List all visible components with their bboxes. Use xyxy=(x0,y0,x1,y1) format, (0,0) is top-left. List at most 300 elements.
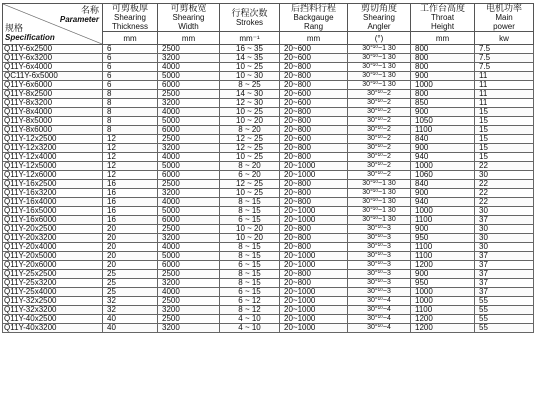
unit-strokes: mm⁻¹ xyxy=(220,32,280,45)
cell-power: 11 xyxy=(475,81,534,90)
table-row xyxy=(3,225,534,234)
cell-angle: 30°¹⁰~3 xyxy=(348,279,411,288)
cell-power: 37 xyxy=(475,279,534,288)
cell-thickness: 12 xyxy=(103,144,158,153)
cell-width: 2500 xyxy=(158,180,220,189)
cell-thickness: 6 xyxy=(103,45,158,54)
cell-thickness: 6 xyxy=(103,81,158,90)
cell-strokes: 4 ~ 10 xyxy=(220,315,280,324)
cell-power: 55 xyxy=(475,297,534,306)
cell-strokes: 10 ~ 25 xyxy=(220,63,280,72)
cell-angle: 30°¹⁰~2 xyxy=(348,126,411,135)
cell-width: 2500 xyxy=(158,297,220,306)
cell-model: Q11Y-8x4000 xyxy=(3,108,103,117)
table-row xyxy=(3,243,534,252)
unit-throat-height: mm xyxy=(411,32,475,45)
cell-backgauge: 20~1000 xyxy=(280,162,348,171)
cell-strokes: 8 ~ 15 xyxy=(220,279,280,288)
cell-throat-height: 840 xyxy=(411,180,475,189)
cell-model: Q11Y-8x2500 xyxy=(3,90,103,99)
table-row xyxy=(3,180,534,189)
header-corner-cell xyxy=(3,4,103,45)
cell-throat-height: 1000 xyxy=(411,207,475,216)
cell-backgauge: 20~800 xyxy=(280,270,348,279)
cell-thickness: 16 xyxy=(103,180,158,189)
cell-angle: 30°¹⁰~3 xyxy=(348,261,411,270)
header-shearing-width: 可剪板宽 Shearing Width xyxy=(158,4,220,32)
cell-thickness: 16 xyxy=(103,207,158,216)
cell-backgauge: 20~1000 xyxy=(280,315,348,324)
cell-power: 22 xyxy=(475,189,534,198)
cell-strokes: 12 ~ 25 xyxy=(220,135,280,144)
cell-strokes: 8 ~ 15 xyxy=(220,207,280,216)
cell-throat-height: 900 xyxy=(411,225,475,234)
cell-throat-height: 950 xyxy=(411,279,475,288)
cell-model: Q11Y-12x3200 xyxy=(3,144,103,153)
cell-backgauge: 20~800 xyxy=(280,243,348,252)
cell-thickness: 20 xyxy=(103,261,158,270)
cell-model: Q11Y-20x6000 xyxy=(3,261,103,270)
cell-backgauge: 20~1000 xyxy=(280,207,348,216)
table-row xyxy=(3,54,534,63)
cell-power: 37 xyxy=(475,288,534,297)
cell-angle: 30°¹⁰~1 30 xyxy=(348,72,411,81)
cell-strokes: 10 ~ 25 xyxy=(220,153,280,162)
cell-throat-height: 950 xyxy=(411,234,475,243)
cell-width: 3200 xyxy=(158,324,220,333)
table-row xyxy=(3,45,534,54)
cell-throat-height: 940 xyxy=(411,153,475,162)
cell-throat-height: 800 xyxy=(411,54,475,63)
cell-model: Q11Y-12x4000 xyxy=(3,153,103,162)
cell-throat-height: 900 xyxy=(411,72,475,81)
unit-main-power: kw xyxy=(475,32,534,45)
header-main-power: 电机功率 Main power xyxy=(475,4,534,32)
cell-angle: 30°¹⁰~2 xyxy=(348,135,411,144)
cell-strokes: 12 ~ 25 xyxy=(220,180,280,189)
cell-power: 22 xyxy=(475,162,534,171)
header-backgauge-rang: 后挡料行程 Backgauge Rang xyxy=(280,4,348,32)
cell-angle: 30°¹⁰~1 30 xyxy=(348,54,411,63)
cell-width: 5000 xyxy=(158,72,220,81)
cell-backgauge: 20~600 xyxy=(280,45,348,54)
cell-strokes: 6 ~ 15 xyxy=(220,288,280,297)
cell-power: 55 xyxy=(475,306,534,315)
cell-throat-height: 900 xyxy=(411,108,475,117)
cell-power: 15 xyxy=(475,126,534,135)
cell-power: 55 xyxy=(475,324,534,333)
cell-throat-height: 1000 xyxy=(411,288,475,297)
cell-width: 4000 xyxy=(158,153,220,162)
corner-specification xyxy=(5,24,55,42)
table-row xyxy=(3,144,534,153)
cell-thickness: 20 xyxy=(103,252,158,261)
cell-thickness: 25 xyxy=(103,279,158,288)
cell-strokes: 6 ~ 15 xyxy=(220,216,280,225)
cell-strokes: 10 ~ 30 xyxy=(220,72,280,81)
cell-width: 3200 xyxy=(158,54,220,63)
cell-width: 5000 xyxy=(158,207,220,216)
cell-power: 11 xyxy=(475,72,534,81)
cell-power: 30 xyxy=(475,243,534,252)
cell-thickness: 8 xyxy=(103,117,158,126)
cell-power: 15 xyxy=(475,135,534,144)
cell-width: 2500 xyxy=(158,45,220,54)
cell-thickness: 8 xyxy=(103,126,158,135)
cell-angle: 30°¹⁰~2 xyxy=(348,153,411,162)
cell-throat-height: 800 xyxy=(411,63,475,72)
cell-width: 3200 xyxy=(158,234,220,243)
cell-thickness: 25 xyxy=(103,270,158,279)
cell-width: 6000 xyxy=(158,216,220,225)
cell-strokes: 14 ~ 30 xyxy=(220,90,280,99)
cell-angle: 30°¹⁰~1 30 xyxy=(348,180,411,189)
cell-width: 4000 xyxy=(158,243,220,252)
table-row xyxy=(3,207,534,216)
cell-width: 6000 xyxy=(158,171,220,180)
cell-model: Q11Y-20x4000 xyxy=(3,243,103,252)
table-row xyxy=(3,189,534,198)
cell-power: 11 xyxy=(475,90,534,99)
cell-model: Q11Y-25x3200 xyxy=(3,279,103,288)
cell-power: 37 xyxy=(475,270,534,279)
cell-thickness: 32 xyxy=(103,297,158,306)
cell-thickness: 40 xyxy=(103,324,158,333)
cell-backgauge: 20~800 xyxy=(280,153,348,162)
unit-backgauge-rang: mm xyxy=(280,32,348,45)
cell-backgauge: 20~800 xyxy=(280,108,348,117)
cell-angle: 30°¹⁰~2 xyxy=(348,162,411,171)
cell-width: 5000 xyxy=(158,162,220,171)
cell-strokes: 10 ~ 20 xyxy=(220,225,280,234)
cell-power: 55 xyxy=(475,315,534,324)
corner-specification-en: Specification xyxy=(5,33,55,42)
cell-thickness: 16 xyxy=(103,198,158,207)
cell-strokes: 8 ~ 15 xyxy=(220,198,280,207)
corner-parameter-cn: 名称 xyxy=(80,5,99,15)
cell-backgauge: 20~1000 xyxy=(280,261,348,270)
cell-angle: 30°¹⁰~2 xyxy=(348,144,411,153)
cell-angle: 30°¹⁰~2 xyxy=(348,99,411,108)
cell-model: Q11Y-12x5000 xyxy=(3,162,103,171)
table-row xyxy=(3,324,534,333)
cell-backgauge: 20~1000 xyxy=(280,324,348,333)
cell-backgauge: 20~800 xyxy=(280,225,348,234)
cell-strokes: 14 ~ 35 xyxy=(220,54,280,63)
cell-model: Q11Y-8x3200 xyxy=(3,99,103,108)
cell-backgauge: 20~600 xyxy=(280,90,348,99)
cell-angle: 30°¹⁰~3 xyxy=(348,234,411,243)
cell-throat-height: 900 xyxy=(411,189,475,198)
cell-model: QC11Y-6x5000 xyxy=(3,72,103,81)
cell-thickness: 6 xyxy=(103,63,158,72)
table-row xyxy=(3,261,534,270)
cell-angle: 30°¹⁰~4 xyxy=(348,324,411,333)
cell-strokes: 8 ~ 15 xyxy=(220,270,280,279)
cell-power: 15 xyxy=(475,117,534,126)
cell-angle: 30°¹⁰~4 xyxy=(348,297,411,306)
table-row xyxy=(3,297,534,306)
cell-throat-height: 840 xyxy=(411,135,475,144)
cell-power: 7.5 xyxy=(475,63,534,72)
cell-model: Q11Y-32x2500 xyxy=(3,297,103,306)
cell-power: 15 xyxy=(475,153,534,162)
cell-strokes: 4 ~ 10 xyxy=(220,324,280,333)
cell-thickness: 16 xyxy=(103,189,158,198)
header-throat-height: 工作台高度 Throat Height xyxy=(411,4,475,32)
table-row xyxy=(3,306,534,315)
cell-model: Q11Y-25x2500 xyxy=(3,270,103,279)
cell-power: 15 xyxy=(475,144,534,153)
cell-thickness: 20 xyxy=(103,225,158,234)
cell-strokes: 12 ~ 25 xyxy=(220,144,280,153)
cell-power: 37 xyxy=(475,216,534,225)
cell-width: 3200 xyxy=(158,99,220,108)
cell-throat-height: 900 xyxy=(411,144,475,153)
cell-backgauge: 20~800 xyxy=(280,81,348,90)
cell-backgauge: 20~800 xyxy=(280,198,348,207)
cell-backgauge: 20~800 xyxy=(280,144,348,153)
cell-angle: 30°¹⁰~1 30 xyxy=(348,207,411,216)
cell-throat-height: 1000 xyxy=(411,297,475,306)
cell-power: 30 xyxy=(475,225,534,234)
cell-thickness: 16 xyxy=(103,216,158,225)
cell-backgauge: 20~600 xyxy=(280,99,348,108)
cell-width: 4000 xyxy=(158,198,220,207)
cell-thickness: 40 xyxy=(103,315,158,324)
cell-power: 30 xyxy=(475,234,534,243)
cell-angle: 30°¹⁰~2 xyxy=(348,90,411,99)
cell-width: 4000 xyxy=(158,63,220,72)
table-row xyxy=(3,234,534,243)
cell-width: 5000 xyxy=(158,252,220,261)
cell-power: 7.5 xyxy=(475,45,534,54)
cell-model: Q11Y-32x3200 xyxy=(3,306,103,315)
spec-table-container xyxy=(2,3,533,333)
cell-strokes: 8 ~ 20 xyxy=(220,162,280,171)
cell-backgauge: 20~800 xyxy=(280,126,348,135)
cell-width: 4000 xyxy=(158,108,220,117)
cell-model: Q11Y-16x6000 xyxy=(3,216,103,225)
cell-angle: 30°¹⁰~1 30 xyxy=(348,189,411,198)
table-row xyxy=(3,252,534,261)
header-strokes: 行程次数 Strokes xyxy=(220,4,280,32)
cell-backgauge: 20~600 xyxy=(280,54,348,63)
cell-model: Q11Y-20x3200 xyxy=(3,234,103,243)
cell-model: Q11Y-8x5000 xyxy=(3,117,103,126)
cell-thickness: 12 xyxy=(103,135,158,144)
cell-model: Q11Y-6x2500 xyxy=(3,45,103,54)
cell-throat-height: 1000 xyxy=(411,81,475,90)
cell-backgauge: 20~800 xyxy=(280,117,348,126)
cell-strokes: 16 ~ 35 xyxy=(220,45,280,54)
unit-shearing-thickness: mm xyxy=(103,32,158,45)
cell-strokes: 6 ~ 20 xyxy=(220,171,280,180)
table-row xyxy=(3,90,534,99)
cell-power: 37 xyxy=(475,252,534,261)
cell-throat-height: 1200 xyxy=(411,315,475,324)
cell-thickness: 32 xyxy=(103,306,158,315)
cell-model: Q11Y-16x5000 xyxy=(3,207,103,216)
cell-strokes: 10 ~ 25 xyxy=(220,189,280,198)
cell-angle: 30°¹⁰~4 xyxy=(348,306,411,315)
cell-width: 6000 xyxy=(158,126,220,135)
cell-model: Q11Y-6x3200 xyxy=(3,54,103,63)
cell-backgauge: 20~800 xyxy=(280,189,348,198)
table-row xyxy=(3,279,534,288)
cell-width: 2500 xyxy=(158,315,220,324)
table-row xyxy=(3,126,534,135)
cell-throat-height: 800 xyxy=(411,45,475,54)
cell-angle: 30°¹⁰~3 xyxy=(348,288,411,297)
cell-strokes: 8 ~ 20 xyxy=(220,126,280,135)
table-row xyxy=(3,153,534,162)
cell-model: Q11Y-16x4000 xyxy=(3,198,103,207)
cell-power: 30 xyxy=(475,207,534,216)
cell-thickness: 6 xyxy=(103,72,158,81)
cell-width: 5000 xyxy=(158,117,220,126)
cell-thickness: 12 xyxy=(103,171,158,180)
cell-backgauge: 20~1000 xyxy=(280,216,348,225)
cell-model: Q11Y-6x4000 xyxy=(3,63,103,72)
header-row xyxy=(3,4,534,32)
cell-strokes: 6 ~ 12 xyxy=(220,297,280,306)
cell-angle: 30°¹⁰~3 xyxy=(348,252,411,261)
cell-width: 6000 xyxy=(158,261,220,270)
cell-throat-height: 1000 xyxy=(411,162,475,171)
table-row xyxy=(3,315,534,324)
cell-angle: 30°¹⁰~3 xyxy=(348,225,411,234)
table-row xyxy=(3,135,534,144)
cell-thickness: 8 xyxy=(103,99,158,108)
table-row xyxy=(3,216,534,225)
table-row xyxy=(3,117,534,126)
cell-width: 3200 xyxy=(158,306,220,315)
cell-model: Q11Y-20x2500 xyxy=(3,225,103,234)
header-shearing-thickness: 可剪板厚 Shearing Thickness xyxy=(103,4,158,32)
cell-model: Q11Y-40x3200 xyxy=(3,324,103,333)
cell-strokes: 10 ~ 25 xyxy=(220,108,280,117)
cell-strokes: 8 ~ 25 xyxy=(220,81,280,90)
cell-thickness: 8 xyxy=(103,108,158,117)
cell-width: 2500 xyxy=(158,90,220,99)
cell-backgauge: 20~800 xyxy=(280,63,348,72)
cell-backgauge: 20~800 xyxy=(280,72,348,81)
header-shearing-angler: 剪切角度 Shearing Angler xyxy=(348,4,411,32)
cell-throat-height: 1100 xyxy=(411,243,475,252)
cell-angle: 30°¹⁰~2 xyxy=(348,117,411,126)
header-corner xyxy=(3,4,102,44)
cell-model: Q11Y-40x2500 xyxy=(3,315,103,324)
table-row xyxy=(3,108,534,117)
cell-throat-height: 850 xyxy=(411,99,475,108)
cell-model: Q11Y-12x6000 xyxy=(3,171,103,180)
cell-width: 6000 xyxy=(158,81,220,90)
cell-strokes: 8 ~ 15 xyxy=(220,252,280,261)
cell-backgauge: 20~1000 xyxy=(280,252,348,261)
cell-backgauge: 20~1000 xyxy=(280,171,348,180)
cell-angle: 30°¹⁰~2 xyxy=(348,108,411,117)
table-row xyxy=(3,288,534,297)
corner-specification-cn: 规格 xyxy=(5,23,24,33)
cell-width: 2500 xyxy=(158,135,220,144)
cell-throat-height: 1100 xyxy=(411,216,475,225)
table-row xyxy=(3,270,534,279)
cell-power: 7.5 xyxy=(475,54,534,63)
cell-strokes: 8 ~ 12 xyxy=(220,306,280,315)
cell-backgauge: 20~800 xyxy=(280,180,348,189)
cell-throat-height: 800 xyxy=(411,90,475,99)
cell-thickness: 20 xyxy=(103,234,158,243)
cell-thickness: 20 xyxy=(103,243,158,252)
cell-angle: 30°¹⁰~3 xyxy=(348,243,411,252)
spec-table-body xyxy=(3,45,534,333)
cell-strokes: 12 ~ 30 xyxy=(220,99,280,108)
cell-width: 2500 xyxy=(158,270,220,279)
cell-angle: 30°¹⁰~2 xyxy=(348,171,411,180)
cell-power: 22 xyxy=(475,198,534,207)
cell-power: 11 xyxy=(475,99,534,108)
cell-strokes: 6 ~ 15 xyxy=(220,261,280,270)
cell-width: 4000 xyxy=(158,288,220,297)
table-row xyxy=(3,99,534,108)
cell-angle: 30°¹⁰~1 30 xyxy=(348,63,411,72)
cell-power: 22 xyxy=(475,180,534,189)
cell-throat-height: 940 xyxy=(411,198,475,207)
cell-throat-height: 1050 xyxy=(411,117,475,126)
cell-model: Q11Y-8x6000 xyxy=(3,126,103,135)
spec-table xyxy=(2,3,534,333)
cell-power: 37 xyxy=(475,261,534,270)
cell-angle: 30°¹⁰~4 xyxy=(348,315,411,324)
cell-backgauge: 20~800 xyxy=(280,279,348,288)
cell-power: 30 xyxy=(475,171,534,180)
cell-width: 3200 xyxy=(158,189,220,198)
cell-strokes: 10 ~ 20 xyxy=(220,117,280,126)
cell-throat-height: 1200 xyxy=(411,324,475,333)
cell-model: Q11Y-16x2500 xyxy=(3,180,103,189)
cell-angle: 30°¹⁰~1 30 xyxy=(348,81,411,90)
cell-strokes: 10 ~ 20 xyxy=(220,234,280,243)
table-row xyxy=(3,63,534,72)
unit-shearing-angler: (°) xyxy=(348,32,411,45)
cell-width: 3200 xyxy=(158,144,220,153)
unit-shearing-width: mm xyxy=(158,32,220,45)
cell-angle: 30°¹⁰~1 30 xyxy=(348,45,411,54)
cell-throat-height: 1100 xyxy=(411,252,475,261)
corner-parameter xyxy=(60,6,99,24)
cell-backgauge: 20~1000 xyxy=(280,288,348,297)
cell-model: Q11Y-6x6000 xyxy=(3,81,103,90)
cell-throat-height: 900 xyxy=(411,270,475,279)
cell-thickness: 6 xyxy=(103,54,158,63)
table-row xyxy=(3,198,534,207)
table-row xyxy=(3,171,534,180)
cell-angle: 30°¹⁰~1 30 xyxy=(348,198,411,207)
cell-backgauge: 20~600 xyxy=(280,135,348,144)
cell-power: 15 xyxy=(475,108,534,117)
cell-strokes: 8 ~ 15 xyxy=(220,243,280,252)
cell-angle: 30°¹⁰~1 30 xyxy=(348,216,411,225)
cell-width: 3200 xyxy=(158,279,220,288)
table-row xyxy=(3,162,534,171)
cell-thickness: 25 xyxy=(103,288,158,297)
cell-model: Q11Y-16x3200 xyxy=(3,189,103,198)
corner-parameter-en: Parameter xyxy=(59,15,99,24)
cell-angle: 30°¹⁰~3 xyxy=(348,270,411,279)
cell-throat-height: 1060 xyxy=(411,171,475,180)
cell-model: Q11Y-25x4000 xyxy=(3,288,103,297)
